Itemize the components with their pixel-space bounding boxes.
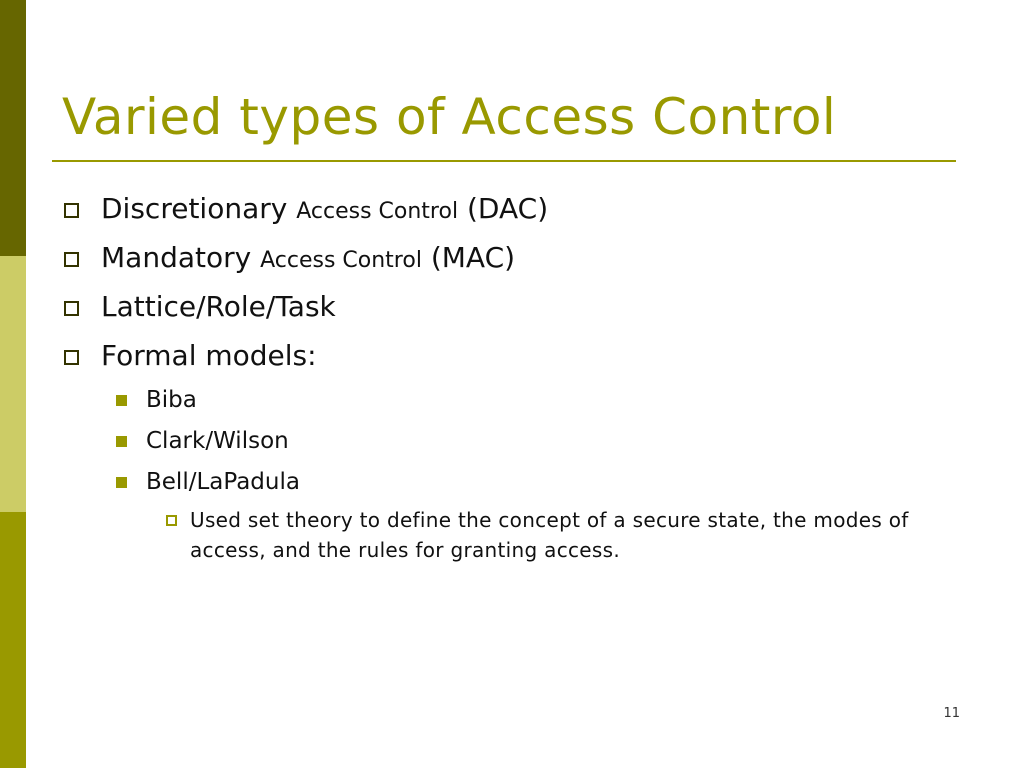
bullet-mac-tail: (MAC) [430, 241, 516, 274]
sub-bullet-square-icon [116, 395, 127, 406]
sub-sub-bullet-set-theory: Used set theory to define the concept of a secure state, the modes of access, and the rules for granting access. [190, 508, 909, 562]
slide-title: Varied types of Access Control [62, 88, 837, 146]
bullet-square-icon [64, 203, 79, 218]
bullet-formal-models [101, 339, 317, 373]
sub-bullet-bell-lapadula: Bell/LaPadula [146, 469, 300, 495]
sub-bullet-square-icon [116, 477, 127, 488]
bullet-formal-models-main: Formal models: [101, 339, 317, 372]
bullet-square-icon [64, 301, 79, 316]
sub-bullet-square-icon [116, 436, 127, 447]
sub-bullet-biba: Biba [146, 387, 197, 413]
bullet-dac-small: Access Control [296, 199, 459, 224]
sub-bullet-clark-wilson: Clark/Wilson [146, 428, 289, 454]
bullet-dac-tail: (DAC) [466, 192, 549, 225]
bullet-mac-main: Mandatory [101, 241, 252, 274]
bullet-mac [101, 241, 515, 278]
bullet-dac-main: Discretionary [101, 192, 288, 225]
page-number: 11 [943, 706, 960, 721]
bullet-dac [101, 192, 548, 229]
bullet-mac-small: Access Control [260, 248, 422, 273]
bullet-square-icon [64, 252, 79, 267]
bullet-lattice [101, 290, 336, 324]
bullet-square-icon [64, 350, 79, 365]
bullet-lattice-main: Lattice/Role/Task [101, 290, 336, 323]
sub-sub-bullet-square-icon [166, 515, 177, 526]
